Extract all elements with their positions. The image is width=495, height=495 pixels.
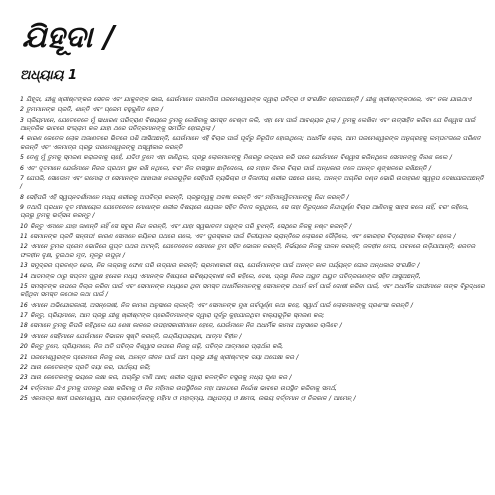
verse-1: 1 ଯିହୂଦା, ଯୀଶୁ ଖ୍ରୀଷ୍ଟଙ୍କର ସେବକ ଏବଂ ଯାକୁବଙ୍କ ଭାଇ, ଯେଉଁମାନେ ପରମପିତା ପରମେଶ୍ୱରଙ୍କ ଦ୍ୱାରା ପବିତ୍ର ଓ ସଂରକ୍ଷିତ ହୋଇଅଛନ୍ତି / ଯୀଶୁ ଖ୍ରୀଷ୍ଟଙ୍କଠାରେ, ଏବଂ ଡକା ଯାଇଥାଏ [20, 96, 472, 103]
verse-15: 15 ସମସ୍ତଙ୍କ ଉପରେ ବିଚାର କରିବା ପାଇଁ ଏବଂ ସେମାନଙ୍କ ମଧ୍ୟରେ ଥିବା ସମସ୍ତ ଅଧାର୍ମିକମାନଙ୍କୁ ସେମାନଙ୍କ ଅଧର୍ମ କର୍ମ ପାଇଁ ଦୋଷୀ କରିବା ପାଇଁ, ଏବଂ ଅଧାର୍ମିକ ପାପୀମାନେ ତାଙ୍କ ବିରୁଦ୍ଧରେ କହିଥିବା ସମସ୍ତ କଠୋର କଥା ପାଇଁ / [20, 282, 485, 299]
verse-4: 4 କାରଣ କେତେକ ଲୋକ ଅଜାଣତରେ ଭିତରେ ପଶି ଆସିଅଛନ୍ତି, ଯେଉଁମାନେ ଏହି ବିଚାର ପାଇଁ ପୂର୍ବରୁ ନିରୂପିତ ହୋଇଥିଲେ; ଅଧାର୍ମିକ ଲୋକ, ଆମ ପରମେଶ୍ୱରଙ୍କ ଅନୁଗ୍ରହକୁ ଲମ୍ପଟତାରେ ପରିଣତ କରନ୍ତି ଏବଂ ଏକମାତ୍ର ପ୍ରଭୁ ପରମେଶ୍ୱରଙ୍କୁ ଅସ୍ୱୀକାର କରନ୍ତି [20, 135, 481, 151]
verse-16: 16 ଏମାନେ ଅଭିଯୋଗକାରୀ, ଅସନ୍ତୋଷୀ, ନିଜ କାମନା ଅନୁସାରେ ଚାଲନ୍ତି; ଏବଂ ସେମାନଙ୍କ ମୁଖ ଗର୍ବପୂର୍ଣ୍ଣ କଥା କହେ, ସ୍ୱାର୍ଥ ପାଇଁ ଲୋକମାନଙ୍କୁ ପ୍ରଶଂସା କରନ୍ତି / [20, 301, 413, 309]
verse-11: 11 ସେମାନଙ୍କ ପ୍ରତି ସନ୍ତାପ! କାରଣ ସେମାନେ କୟିନର ପଥରେ ଗଲେ, ଏବଂ ପୁରସ୍କାର ପାଇଁ ବିଲୀୟମର ଭ୍ରାନ୍ତିରେ ଲୋଭରେ ଦୌଡ଼ିଲେ, ଏବଂ କୋରହର ବିଦ୍ରୋହରେ ବିନଷ୍ଟ ହେଲେ / [20, 233, 456, 241]
verse-8: 8 ସେହିପରି ଏହି ସ୍ୱପ୍ନଦର୍ଶୀମାନେ ମଧ୍ୟ ଶରୀରକୁ ଅପବିତ୍ର କରନ୍ତି, ପ୍ରଭୁତ୍ୱକୁ ଅବଜ୍ଞା କରନ୍ତି ଏବଂ ମହିମାନ୍ୱିତମାନଙ୍କୁ ନିନ୍ଦା କରନ୍ତି / [20, 193, 349, 201]
verse-22: 22 ଆଉ କେତେକଙ୍କ ପ୍ରତି ଦୟା କର, ପାର୍ଥକ୍ୟ କରି; [20, 363, 151, 371]
verse-24: 24 ବର୍ତ୍ତମାନ ଯିଏ ତୁମକୁ ପତନରୁ ରକ୍ଷା କରିବାକୁ ଓ ନିଜ ମହିମାର ଉପସ୍ଥିତିରେ ମହା ଆନନ୍ଦରେ ନିର୍ଦ୍ଦୋଷ ଭାବରେ ଉପସ୍ଥିତ କରିବାକୁ ସମର୍ଥ, [20, 384, 337, 392]
verse-17: 17 କିନ୍ତୁ, ପ୍ରିୟମାନେ, ଆମ ପ୍ରଭୁ ଯୀଶୁ ଖ୍ରୀଷ୍ଟଙ୍କ ପ୍ରେରିତମାନଙ୍କ ଦ୍ୱାରା ପୂର୍ବରୁ କୁହାଯାଇଥିବା ବାକ୍ୟଗୁଡ଼ିକ ସ୍ମରଣ କର; [20, 312, 325, 320]
verse-13: 13 ସମୁଦ୍ରର ପ୍ରଚଣ୍ଡ ଢେଉ, ନିଜ ଲଜ୍ଜାକୁ ଫେଣ ପରି ଉଦ୍ଗାର କରନ୍ତି; ଭ୍ରମଣକାରୀ ତାରା, ଯେଉଁମାନଙ୍କ ପାଇଁ ଅନନ୍ତ କାଳ ପର୍ଯ୍ୟନ୍ତ ଘୋର ଅନ୍ଧକାର ସଂରକ୍ଷିତ / [20, 262, 420, 270]
verse-20: 20 କିନ୍ତୁ ତୁମେ, ପ୍ରିୟମାନେ, ନିଜ ଅତି ପବିତ୍ର ବିଶ୍ୱାସ ଉପରେ ନିଜକୁ ଗଢ଼ି, ପବିତ୍ର ଆତ୍ମାରେ ପ୍ରାର୍ଥନା କରି, [20, 343, 284, 351]
book-title: ଯିହୂଦା / [22, 20, 116, 55]
verse-3: 3 ପ୍ରିୟମାନେ, ଯେତେବେଳେ ମୁଁ ସାଧାରଣ ପରିତ୍ରାଣ ବିଷୟରେ ତୁମକୁ ଲେଖିବାକୁ ସମସ୍ତ ଚେଷ୍ଟା କଲି, ଏହା ମୋ ପାଇଁ ଆବଶ୍ୟକ ଥିଲା / ତୁମକୁ ଲେଖିବା ଏବଂ ଉତ୍ସାହିତ କରିବା ଯେ ବିଶ୍ୱାସ ପାଇଁ ଆନ୍ତରିକ ଭାବରେ ସଂଗ୍ରାମ କର ଯାହା ଥରେ ପବିତ୍ରମାନଙ୍କୁ ସମର୍ପିତ ହୋଇଥିଲା / [20, 116, 476, 133]
verse-10: 10 କିନ୍ତୁ ଏମାନେ ଯାହା ଜାଣନ୍ତି ନାହିଁ ସେ ସବୁର ନିନ୍ଦା କରନ୍ତି, ଏବଂ ଯାହା ସ୍ୱଭାବତଃ ପଶୁଙ୍କ ପରି ବୁଝନ୍ତି, ସେଥିରେ ନିଜକୁ ନଷ୍ଟ କରନ୍ତି / [20, 222, 352, 230]
verse-14: 14 ଆଦମଙ୍କ ଠାରୁ ସପ୍ତମ ପୁରୁଷ ହନୋକ ମଧ୍ୟ ଏମାନଙ୍କ ବିଷୟରେ ଭବିଷ୍ୟଦ୍‌ବାଣୀ କରି କହିଲେ, ଦେଖ, ପ୍ରଭୁ ନିଜର ଅୟୁତ ଅୟୁତ ପବିତ୍ରଗଣଙ୍କ ସହିତ ଆସୁଅଛନ୍ତି, [20, 272, 421, 280]
verse-list [20, 96, 485, 406]
verse-2: 2 ତୁମମାନଙ୍କ ପ୍ରତି, ଶାନ୍ତି ଏବଂ ପ୍ରେମ ବହୁଗୁଣିତ ହେଉ / [20, 106, 163, 114]
verse-6: 6 ଏବଂ ଦୂତମାନେ ଯେଉଁମାନେ ନିଜର ପ୍ରଥମ ସ୍ଥାନ ରଖି ନଥିଲେ, ବରଂ ନିଜ ବାସସ୍ଥାନ ଛାଡ଼ିଦେଲେ, ସେ ମହାନ ଦିନର ବିଚାର ପାଇଁ ଅନ୍ଧକାର ତଳେ ଅନନ୍ତ ଶୃଙ୍ଖଳରେ ରଖିଛନ୍ତି / [20, 164, 431, 172]
verse-7: 7 ଯେପରି, ସୋଦୋମ ଏବଂ ଗମୋରା ଓ ସେମାନଙ୍କ ଆଖପାଖ ନଗରଗୁଡ଼ିକ ସେହିପରି ବ୍ୟଭିଚାର ଓ ବିଜାତୀୟ ଶରୀର ପଛରେ ଗଲେ, ଅନନ୍ତ ଅଗ୍ନିର ଦଣ୍ଡ ଭୋଗି ଉଦାହରଣ ସ୍ୱରୂପ ଦେଖାଯାଇଅଛନ୍ତି / [20, 174, 484, 191]
verse-12: 12 ଏମାନେ ତୁମର ପ୍ରେମ ଭୋଜିରେ ଗୁପ୍ତ ପଥର ଅଟନ୍ତି, ଯେତେବେଳେ ସେମାନେ ତୁମ ସହିତ ଭୋଜନ କରନ୍ତି, ନିର୍ଭୟରେ ନିଜକୁ ପାଳନ କରନ୍ତି; ଜଳହୀନ ମେଘ, ପବନରେ ଉଡ଼ିଯାଆନ୍ତି; ଶରତର ଫଳହୀନ ବୃକ୍ଷ, ଦୁଇଥର ମୃତ, ମୂଳରୁ ଉପୁଡ଼ା / [20, 243, 476, 259]
verse-21: 21 ପରମେଶ୍ୱରଙ୍କ ପ୍ରେମରେ ନିଜକୁ ରଖ, ଅନନ୍ତ ଜୀବନ ପାଇଁ ଆମ ପ୍ରଭୁ ଯୀଶୁ ଖ୍ରୀଷ୍ଟଙ୍କ ଦୟା ଅପେକ୍ଷା କର / [20, 353, 299, 361]
verse-5: 5 ତେଣୁ ମୁଁ ତୁମକୁ ସ୍ମରଣ କରାଇବାକୁ ଚାହେଁ, ଯଦିଓ ତୁମେ ଏହା ଜାଣିଥିଲ, ପ୍ରଭୁ ଲୋକମାନଙ୍କୁ ମିଶରରୁ ଉଦ୍ଧାର କରି ପରେ ଯେଉଁମାନେ ବିଶ୍ୱାସ କରିନଥିଲେ ସେମାନଙ୍କୁ ବିନାଶ କଲେ / [20, 154, 452, 162]
verse-18: 18 ସେମାନେ ତୁମକୁ କିପରି କହିଥିଲେ ଯେ ଶେଷ କାଳରେ ଉପହାସକାରୀମାନେ ହେବେ, ଯେଉଁମାନେ ନିଜ ଅଧାର୍ମିକ କାମନା ଅନୁସାରେ ଚାଲିବେ / [20, 322, 342, 330]
verse-23: 23 ଆଉ କେତେକଙ୍କୁ ଭୟରେ ରକ୍ଷା କର, ଅଗ୍ନିରୁ ଟାଣି ଆଣ; ଶରୀର ଦ୍ୱାରା କଳଙ୍କିତ ବସ୍ତ୍ରକୁ ମଧ୍ୟ ଘୃଣା କର / [20, 374, 292, 382]
verse-19: 19 ଏମାନେ ସେହିମାନେ ଯେଉଁମାନେ ବିଭାଜନ ସୃଷ୍ଟି କରନ୍ତି, ଇନ୍ଦ୍ରିୟପରାୟଣ, ଆତ୍ମା ବିହୀନ / [20, 332, 242, 340]
verse-25: 25 ଏକମାତ୍ର ଜ୍ଞାନୀ ପରମେଶ୍ୱର, ଆମ ତ୍ରାଣକର୍ତ୍ତାଙ୍କୁ ମହିମା ଓ ମହାତ୍ମ୍ୟ, ଆଧିପତ୍ୟ ଓ କ୍ଷମତା, ଉଭୟ ବର୍ତ୍ତମାନ ଓ ଚିରକାଳ / ଆମେନ୍ / [20, 395, 356, 403]
chapter-heading: ଅଧ୍ୟାୟ 1 [20, 68, 78, 83]
verse-9: 9 ତଥାପି ପ୍ରଧାନ ଦୂତ ମୀଖାୟେଲ ଯେତେବେଳେ ମୋଶାଙ୍କ ଶରୀର ବିଷୟରେ ଶୟତାନ ସହିତ ବିବାଦ କରୁଥିଲେ, ସେ ତାହା ବିରୁଦ୍ଧରେ ନିନ୍ଦାପୂର୍ଣ୍ଣ ବିଚାର ଆଣିବାକୁ ସାହସ କଲେ ନାହିଁ, ବରଂ କହିଲେ, ପ୍ରଭୁ ତୁମକୁ ଭର୍ତ୍ସନା କରନ୍ତୁ / [20, 204, 469, 220]
